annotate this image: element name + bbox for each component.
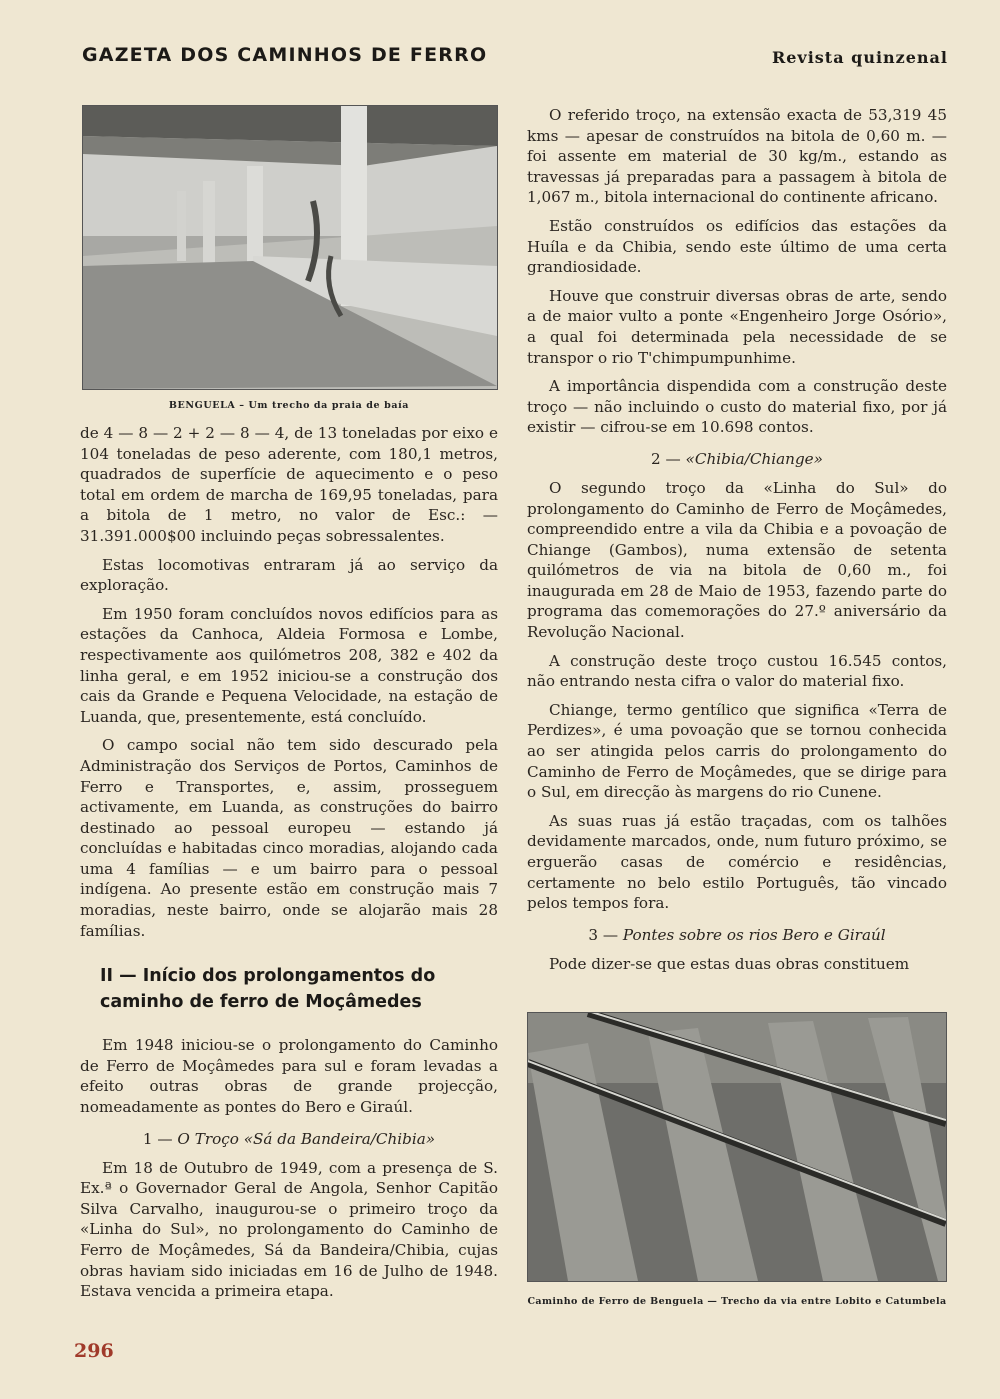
subheading-text: Pontes sobre os rios Bero e Giraúl (622, 925, 886, 944)
photo1-caption: BENGUELA – Um trecho da praia de baía (168, 400, 410, 411)
left-column (80, 105, 498, 1310)
paragraph: Chiange, termo gentílico que significa «Terra de Perdizes», é uma povoação que se tornou conhecida ao ser atingida pelos carris do prolongamento do Caminho de Ferro de Moçâmedes, que se dirige para o Sul, em direcção às margens do rio Cunene. (527, 700, 947, 802)
paragraph: A importância dispendida com a construção deste troço — não incluindo o custo do material fixo, por já existir — cifrou-se em 10.698 contos. (527, 377, 947, 437)
subheading-2 (527, 450, 947, 468)
subheading-3 (527, 926, 947, 944)
paragraph: Pode dizer-se que estas duas obras constituem (549, 954, 910, 973)
paragraph: Houve que construir diversas obras de arte, sendo a de maior vulto a ponte «Engenheiro Jorge Osório», a qual foi determinada pela necessidade de se transpor o rio T'chimpumpunhime. (527, 286, 947, 367)
paragraph: Estão construídos os edifícios das estações da Huíla e da Chibia, sendo este último de uma certa grandiosidade. (527, 216, 947, 277)
paragraph: O referido troço, na extensão exacta de 53,319 45 kms — apesar de construídos na bitola de 0,60 m. — foi assente em material de 30 kg/m., estando as travessas já preparadas para a passagem à bitola de 1,067 m., bitola internacional do continente africano. (527, 106, 947, 207)
section-heading (100, 963, 498, 1015)
photo2-caption: Caminho de Ferro de Benguela — Trecho da via entre Lobito e Catumbela (527, 1296, 947, 1308)
paragraph: As suas ruas já estão traçadas, com os talhões devidamente marcados, onde, num futuro próximo, se erguerão casas de comércio e residências, certamente no belo estilo Português, tão vincado pelos tempos fora. (527, 811, 947, 913)
subheading-1 (80, 1130, 498, 1148)
subheading-text: «Chibia/Chiange» (685, 449, 823, 468)
photo-benguela-terrace (82, 105, 498, 390)
paragraph: A construção deste troço custou 16.545 contos, não entrando nesta cifra o valor do material fixo. (527, 651, 947, 691)
subheading-number: 1 — (142, 1129, 173, 1148)
section-heading-line2: caminho de ferro de Moçâmedes (100, 992, 422, 1013)
section-heading-line1: II — Início dos prolongamentos do (100, 966, 436, 987)
paragraph: de 4 — 8 — 2 + 2 — 8 — 4, de 13 toneladas por eixo e 104 toneladas de peso aderente, com 180,1 metros, quadrados de superfície de aquecimento e o peso total em ordem de marcha de 169,95 toneladas, para a bitola de 1 metro, no valor de Esc.: — 31.391.000$00 incluindo peças sobressalentes. (80, 424, 498, 545)
paragraph: O campo social não tem sido descurado pela Administração dos Serviços de Portos, Caminhos de Ferro e Transportes, e, assim, prosseguem activamente, em Luanda, as construções do bairro destinado ao pessoal europeu — estando já concluídas e habitadas cinco moradias, alojando cada uma 4 famílias — e um bairro para o pessoal indígena. Ao presente estão em construção mais 7 moradias, neste bairro, onde se alojarão mais 28 famílias. (80, 736, 498, 940)
subheading-number: 2 — (651, 449, 681, 468)
paragraph: Em 1950 foram concluídos novos edifícios para as estações da Canhoca, Aldeia Formosa e Lombe, respectivamente aos quilómetros 208, 382 e 402 da linha geral, e em 1952 iniciou-se a construção dos cais da Grande e Pequena Velocidade, na estação de Luanda, que, presentemente, está concluído. (80, 604, 498, 726)
page-number: 296 (74, 1340, 114, 1362)
journal-title: GAZETA DOS CAMINHOS DE FERRO (82, 44, 488, 66)
subheading-text: O Troço «Sá da Bandeira/Chibia» (177, 1129, 436, 1148)
paragraph: Estas locomotivas entraram já ao serviço da exploração. (80, 555, 498, 595)
photo-railway-track (527, 1012, 947, 1282)
subheading-number: 3 — (588, 925, 619, 944)
paragraph: O segundo troço da «Linha do Sul» do prolongamento do Caminho de Ferro de Moçâmedes, compreendido entre a vila da Chibia e a povoação de Chiange (Gambos), numa extensão de setenta quilómetros de via na bitola de 0,60 m., foi inaugurada em 28 de Maio de 1953, fazendo parte do programa das comemorações do 27.º aniversário da Revolução Nacional. (527, 478, 947, 642)
paragraph: Em 18 de Outubro de 1949, com a presença de S. Ex.ª o Governador Geral de Angola, Senhor Capitão Silva Carvalho, inaugurou-se o primeiro troço da «Linha do Sul», no prolongamento do Caminho de Ferro de Moçâmedes, Sá da Bandeira/Chibia, cujas obras haviam sido iniciadas em 16 de Julho de 1948. Estava vencida a primeira etapa. (80, 1158, 498, 1301)
paragraph: Em 1948 iniciou-se o prolongamento do Caminho de Ferro de Moçâmedes para sul e foram levadas a efeito outras obras de grande projecção, nomeadamente as pontes do Bero e Giraúl. (80, 1036, 498, 1117)
journal-subtitle: Revista quinzenal (771, 48, 948, 67)
terrace-illustration (83, 106, 497, 389)
track-illustration (528, 1013, 946, 1281)
right-column (527, 105, 947, 1307)
